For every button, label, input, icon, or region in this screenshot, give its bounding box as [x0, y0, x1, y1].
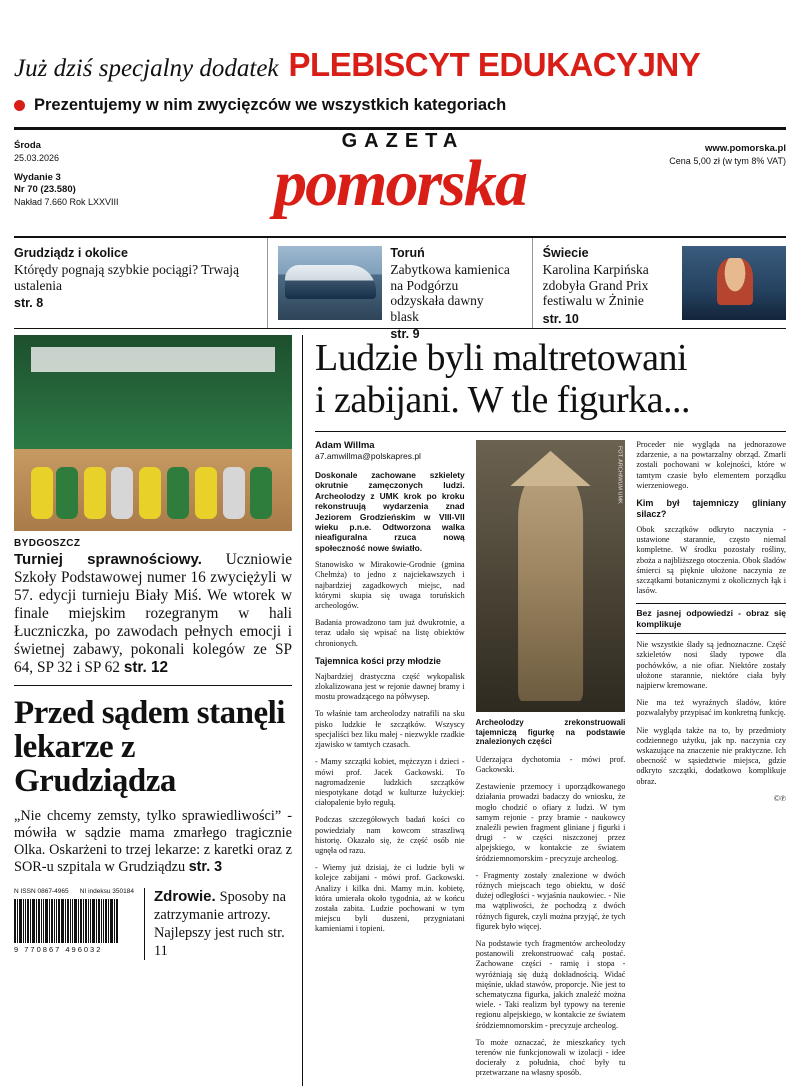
- bullet-dot-icon: [14, 100, 25, 111]
- left-article-lead: [14, 551, 292, 677]
- main-content: [14, 335, 786, 1086]
- promo-subline-row: [14, 96, 786, 115]
- masthead: [14, 130, 786, 232]
- photo-credit: FOT. ARCHIWUM UMK: [616, 446, 623, 504]
- divider-headline: [315, 431, 786, 432]
- health-teaser-text: Sposoby na zatrzymanie artrozy. Najlepszy jest ruch: [154, 889, 286, 941]
- article-paragraph: Zestawienie przemocy i uporządkowanego działania prowadzi badaczy do wniosku, że mogło chodzić o ofiary z ludzi. W tym samym rejonie - przy bramie - naukowcy znaleźli pewien fragment gliniane j figurki i drugi - w części niszczonej przez alpejskiego, w kontakcie ze światem śródziemnomorskim - precyzuje archeolog.: [475, 782, 626, 863]
- logo-gazeta-text: GAZETA: [341, 130, 465, 152]
- photo-figure: [195, 467, 217, 519]
- article-paragraph: - Mamy szczątki kobiet, mężczyzn i dzieci - mówi prof. Jacek Gackowski. To nagromadzenie ludzkich szczątków niespotykane dotąd w kulturze łużyckiej: ciałopalenie było regułą.: [315, 757, 465, 808]
- masthead-day: Środa: [14, 140, 41, 151]
- article-paragraph: Najbardziej drastyczna część wykopalisk zlokalizowana jest w rejonie dawnej bramy i mostu prowadzącego na półwysep.: [315, 671, 465, 702]
- article-boxed-subheading: Bez jasnej odpowiedzi - obraz się komplikuje: [636, 603, 786, 634]
- photo-banner: [31, 347, 276, 372]
- masthead-issue-number: Nr 70 (23.580): [14, 184, 76, 195]
- teaser-text: [382, 246, 521, 341]
- promo-banner: [14, 0, 786, 115]
- photo-figure: [139, 467, 161, 519]
- barcode-block: [14, 888, 134, 960]
- divider-left: [14, 685, 292, 686]
- teaser-body: Karolina Karpińska zdobyła Grand Prix festiwalu w Żninie: [542, 262, 649, 308]
- masthead-price: Cena 5,00 zł (w tym 8% VAT): [669, 156, 786, 166]
- article-column-2: [476, 440, 626, 1086]
- logo-pomorska-text: pomorska: [274, 147, 526, 220]
- article-paragraph: Podczas szczegółowych badań kości co powiedziały nam kowcom straszliwą historię. Okazało się, że część osób nie ugnęła od razu.: [315, 815, 465, 855]
- promo-left-text: Już dziś specjalny dodatek: [14, 55, 279, 82]
- figurine-hat-shape: [510, 451, 591, 486]
- teaser-text: [542, 246, 682, 326]
- main-headline[interactable]: [315, 335, 786, 421]
- article-paragraph: To może oznaczać, że mieszkańcy tych terenów nie funkcjonowali w izolacji - idee docierały z południa, choć były tu przetwarzane na własny sposób.: [475, 1037, 626, 1078]
- teaser-page-ref[interactable]: str. 10: [542, 311, 579, 326]
- teaser-page-ref[interactable]: str. 8: [14, 296, 44, 310]
- article-paragraph: Nie wszystkie ślady są jednoznaczne. Część szkieletów nosi ślady typowe dla pochówków, a nie ofiar. Niektóre zostały ułożone starannie, niektóre ciała były najpierw kremowane.: [636, 640, 787, 691]
- left-column: [14, 335, 303, 1086]
- teaser-kicker: Świecie: [542, 246, 589, 260]
- article-subheading: Kim był tajemniczy gliniany silacz?: [636, 498, 787, 520]
- article-paragraph: - Fragmenty zostały znalezione w dwóch różnych miejscach tego obiektu, w dość dużej odległości - wyjaśnia naukowiec. - Nie ma wątpliwości, że pochodzą z dwóch różnych figurek, czyli można przyjąć, że tych figurek było więcej.: [475, 870, 626, 931]
- health-teaser-page-ref[interactable]: str. 11: [154, 925, 285, 959]
- statue-figure-photo: [476, 440, 626, 712]
- byline-email[interactable]: a7.amwillma@polskapres.pl: [315, 451, 421, 461]
- promo-right-title: PLEBISCYT EDUKACYJNY: [288, 46, 701, 83]
- article-paragraph: Uderzająca dychotomia - mówi prof. Gackowski.: [475, 754, 626, 774]
- masthead-date: 25.03.2026: [14, 153, 60, 163]
- train-photo: [278, 246, 382, 320]
- article-subheading: Tajemnica kości przy młodzie: [315, 655, 441, 666]
- index-value: NI indeksu 350184: [79, 888, 134, 895]
- photo-figure: [223, 467, 245, 519]
- barcode-number: 9 770867 496032: [14, 945, 103, 954]
- left-article-summary: [14, 808, 292, 876]
- left-article-kicker: BYDGOSZCZ: [14, 538, 81, 549]
- left-footer: [14, 888, 292, 960]
- left-summary-text: „Nie chcemy zemsty, tylko sprawiedliwości” - mówiła w sądzie mama zmarłego tragicznie Olka. Oskarżeni to trzej lekarze: z karetki oraz z SOR-u szpitala w Grudziądzu: [14, 808, 292, 875]
- masthead-website[interactable]: www.pomorska.pl: [705, 143, 786, 154]
- photo-figure: [56, 467, 78, 519]
- promo-subline: Prezentujemy w nim zwycięzców we wszystkich kategoriach: [34, 96, 507, 114]
- health-teaser-title: Zdrowie.: [154, 888, 216, 905]
- teaser-kicker: Grudziądz i okolice: [14, 246, 128, 260]
- article-column-3: [636, 440, 786, 1086]
- teaser-page-ref[interactable]: str. 9: [390, 327, 420, 341]
- article-paragraph: Nie ma też wyraźnych śladów, które pozwalałyby przypisać im konkretną funkcję.: [636, 698, 787, 718]
- left-summary-page-ref[interactable]: str. 3: [188, 859, 223, 875]
- article-end-mark: ©℗: [773, 793, 787, 803]
- right-column: [303, 335, 786, 1086]
- promo-headline-row: [14, 46, 786, 84]
- masthead-print-run: Nakład 7.660 Rok LXXVIII: [14, 197, 119, 207]
- teaser-strip: [14, 238, 786, 341]
- article-column-1: [315, 440, 465, 1086]
- teaser-text: [14, 246, 257, 322]
- photo-caption: Archeolodzy zrekonstruowali tajemniczą figurkę na podstawie znalezionych części: [475, 718, 626, 747]
- teaser-item-grudziadz[interactable]: [14, 238, 257, 328]
- main-headline-line1: Ludzie byli maltretowani: [315, 337, 688, 379]
- article-paragraph: - Wiemy już dzisiaj, że ci ludzie byli w kolejce zabijani - mówi prof. Gackowski. Analizy i kilka dni. Mamy m.in. kobietę, która umierała około tygodnia, aż w końcu została zabita. Ludzie pochowani w tym miejscu byli duszeni, przygniatani kamieniami i topieni.: [315, 863, 465, 934]
- photo-figure: [111, 467, 133, 519]
- health-teaser[interactable]: [144, 888, 292, 960]
- teaser-item-swiecie[interactable]: [532, 238, 786, 328]
- left-lead-bold: Turniej sprawnościowy.: [14, 551, 202, 568]
- clay-figurine-shape: [518, 467, 584, 701]
- byline: [315, 440, 465, 462]
- sports-competition-photo: [14, 335, 292, 531]
- photo-figure: [167, 467, 189, 519]
- statue-figure-photo-wrap: [476, 440, 626, 712]
- article-paragraph: Na podstawie tych fragmentów archeolodzy postanowili zrekonstruować całą postać. Zachowane części - ramię i stopa - wyróżniają się dużą dokładnością. Widać mięśnie, układ stawów, proporcje. Nie jest to schematyczna figurka, jakich znaleźć można wiele. - Taki realizm był typowy na terenie regionu alpejskiego, w kontakcie ze światem śródziemnomorskim - precyzuje archeolog.: [475, 939, 626, 1030]
- main-headline-line2: i zabijani. W tle figurka...: [315, 379, 691, 421]
- photo-figure: [84, 467, 106, 519]
- teaser-body: Zabytkowa kamienica na Podgórzu odzyskała dawny blask: [390, 262, 510, 324]
- byline-author: Adam Willma: [315, 440, 375, 451]
- article-paragraph: Badania prowadzono tam już dwukrotnie, a teraz udało się wpisać na listę obiektów chronionych.: [315, 618, 465, 648]
- teaser-item-torun[interactable]: [267, 238, 521, 341]
- issn-value: N ISSN 0867-4965: [14, 888, 69, 895]
- article-paragraph: Proceder nie wygląda na jednorazowe zdarzenie, a na powtarzalny obrząd. Zmarli zostali pochowani w kolejności, które w tamtym czasie było elementem porządku wierzeniowego.: [636, 440, 787, 490]
- barcode-icon: [14, 899, 134, 943]
- article-paragraph: To właśnie tam archeolodzy natrafili na sku pisko ludzkie łe szczątków. Wszyscy specjaliści bez liku małej - niezwykle rzadkie zjawisko w tamtych czasach.: [315, 709, 465, 750]
- photo-figure: [31, 467, 53, 519]
- article-paragraph: Obok szczątków odkryto naczynia - ustawione starannie, często niemal kompletne. W środku pozostały rośliny, zboża a najbliższego otoczenia. Obok śladów śmierci są pięknie ułożone naczynia ze szczątkami botanicznymi z okolicznych łąk i lasów.: [636, 525, 787, 596]
- article-lead: Doskonale zachowane szkielety okrutnie zamęczonych ludzi. Archeolodzy z UMK krok po kroku rekonstruują wydarzenia znad Jeziorem Grodzieńskim w VIII-VII wieku p.n.e. Odtworzona walka nieafiguralna rzuca nową społeczność nowe światło.: [315, 470, 465, 553]
- masthead-website-price: [669, 142, 786, 168]
- photo-figure: [250, 467, 272, 519]
- article-paragraph: Stanowisko w Mirakowie-Grodnie (gmina Chełmża) to jedno z najciekawszych i najbardziej zagadkowych miejsc, nad którymi skupia się uwaga toruńskich archeologów.: [315, 560, 465, 611]
- singer-photo: [682, 246, 786, 320]
- left-article-headline[interactable]: Przed sądem stanęli lekarze z Grudziądza: [14, 695, 285, 799]
- teaser-kicker: Toruń: [390, 246, 425, 260]
- left-lead-text: Uczniowie Szkoły Podstawowej numer 16 zwyciężyli w 57. edycji turnieju Biały Miś. We wtorek w finale miejskim rozegranym w hali Łuczniczka, po zawodach pełnych emocji i świetnej zabawy, pokonali kolegów ze SP 64, SP 32 i SP 62: [14, 551, 292, 676]
- article-columns: [315, 440, 786, 1086]
- article-paragraph: Nie wygląda także na to, by przedmioty codziennego użytku, jak np. naczynia czy wskazujące na znaczenie nie praktyczne. Ich obecność w sąsiedztwie miejsca, gdzie odkryto szczątki, dodatkowo komplikuje obraz.: [636, 725, 787, 786]
- left-lead-page-ref[interactable]: str. 12: [123, 659, 169, 676]
- teaser-body: Którędy pognają szybkie pociągi? Trwają ustalenia: [14, 262, 239, 293]
- masthead-edition: Wydanie 3: [14, 172, 61, 183]
- issn-row: [14, 888, 134, 895]
